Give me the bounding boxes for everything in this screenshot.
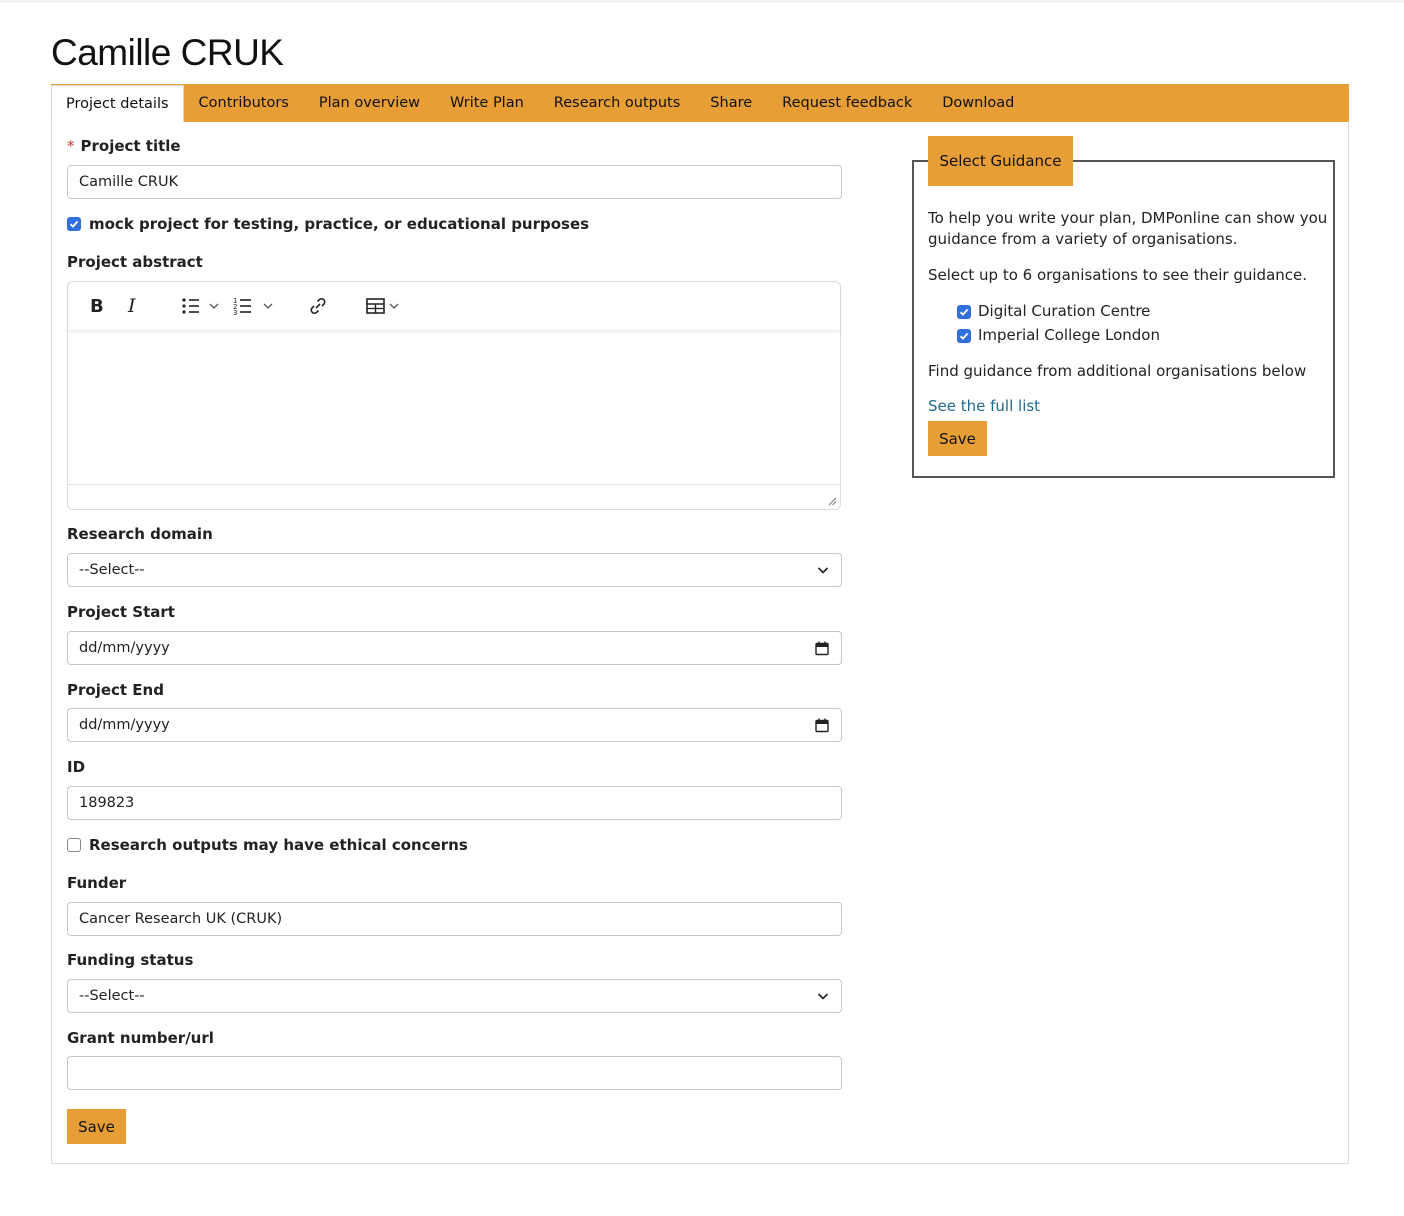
- tab-write-plan[interactable]: Write Plan: [450, 95, 524, 111]
- project-title-value: Camille CRUK: [79, 174, 179, 190]
- funder-input[interactable]: [67, 902, 842, 936]
- org-checkbox-dcc[interactable]: [957, 305, 971, 319]
- editor-toolbar: [68, 282, 840, 330]
- tab-contributors[interactable]: Contributors: [198, 95, 289, 111]
- project-start-input[interactable]: [67, 631, 842, 665]
- calendar-icon[interactable]: [815, 641, 829, 656]
- research-domain-label: Research domain: [67, 525, 213, 543]
- guidance-find-text: Find guidance from additional organisations below: [928, 362, 1307, 380]
- table-button[interactable]: [366, 296, 404, 316]
- research-domain-value: --Select--: [79, 562, 145, 578]
- tab-request-feedback[interactable]: Request feedback: [782, 95, 913, 111]
- project-abstract-label: Project abstract: [67, 253, 203, 271]
- page-title: Camille CRUK: [51, 32, 284, 73]
- tab-research-outputs[interactable]: Research outputs: [553, 95, 681, 111]
- save-button[interactable]: Save: [67, 1109, 126, 1144]
- tab-project-details[interactable]: Project details: [51, 85, 184, 122]
- bullet-list-icon: [181, 296, 221, 316]
- table-icon: [366, 296, 404, 316]
- id-label: ID: [67, 758, 86, 776]
- funder-label: Funder: [67, 874, 127, 892]
- mock-project-checkbox[interactable]: [67, 217, 81, 231]
- link-button[interactable]: [308, 296, 328, 316]
- project-end-value: dd/mm/yyyy: [79, 717, 170, 733]
- link-icon: [308, 296, 328, 316]
- select-guidance-legend: Select Guidance: [928, 136, 1073, 186]
- tab-download[interactable]: Download: [942, 95, 1015, 111]
- guidance-intro-line-2: guidance from a variety of organisations.: [928, 230, 1238, 248]
- editor-statusbar: [68, 484, 840, 509]
- svg-text:3: 3: [233, 309, 238, 316]
- calendar-icon[interactable]: [815, 718, 829, 733]
- abstract-editor[interactable]: [67, 281, 841, 510]
- guidance-intro-line-1: To help you write your plan, DMPonline can show you: [928, 209, 1328, 227]
- funding-status-label: Funding status: [67, 951, 194, 969]
- id-value: 189823: [79, 795, 135, 811]
- bold-button[interactable]: B: [90, 295, 104, 317]
- research-domain-select[interactable]: [67, 553, 842, 587]
- chevron-down-icon: [817, 564, 829, 576]
- ethical-concerns-label: Research outputs may have ethical concerns: [89, 836, 468, 854]
- project-title-label: [67, 137, 181, 155]
- svg-text:1: 1: [233, 297, 238, 305]
- project-end-input[interactable]: [67, 708, 842, 742]
- required-marker: *: [67, 137, 75, 155]
- project-title-label-text: Project title: [80, 137, 181, 155]
- org-checkbox-imperial[interactable]: [957, 329, 971, 343]
- project-details-panel: [51, 121, 1349, 1164]
- see-full-list-link[interactable]: See the full list: [928, 397, 1041, 415]
- org-label-dcc: Digital Curation Centre: [978, 302, 1151, 320]
- italic-button[interactable]: I: [128, 295, 136, 317]
- project-title-input[interactable]: [67, 165, 842, 199]
- guidance-save-button[interactable]: Save: [928, 421, 987, 456]
- ethical-concerns-checkbox[interactable]: [67, 838, 81, 852]
- project-end-label: Project End: [67, 681, 164, 699]
- svg-text:2: 2: [233, 303, 238, 311]
- org-label-imperial: Imperial College London: [978, 326, 1160, 344]
- top-border: [0, 0, 1404, 3]
- grant-number-input[interactable]: [67, 1056, 842, 1090]
- funder-value: Cancer Research UK (CRUK): [79, 911, 283, 927]
- funding-status-value: --Select--: [79, 988, 145, 1004]
- tab-share[interactable]: Share: [710, 95, 753, 111]
- numbered-list-icon: [233, 296, 275, 316]
- resize-handle-icon[interactable]: [827, 496, 837, 506]
- tab-bar: [51, 84, 1349, 122]
- grant-number-label: Grant number/url: [67, 1029, 214, 1047]
- id-input[interactable]: [67, 786, 842, 820]
- numbered-list-button[interactable]: [233, 296, 275, 316]
- chevron-down-icon: [817, 990, 829, 1002]
- bullet-list-button[interactable]: [181, 296, 221, 316]
- tab-plan-overview[interactable]: Plan overview: [318, 95, 421, 111]
- mock-project-label: mock project for testing, practice, or educational purposes: [89, 215, 590, 233]
- guidance-select-text: Select up to 6 organisations to see their guidance.: [928, 266, 1308, 284]
- project-start-value: dd/mm/yyyy: [79, 640, 170, 656]
- funding-status-select[interactable]: [67, 979, 842, 1013]
- project-start-label: Project Start: [67, 603, 175, 621]
